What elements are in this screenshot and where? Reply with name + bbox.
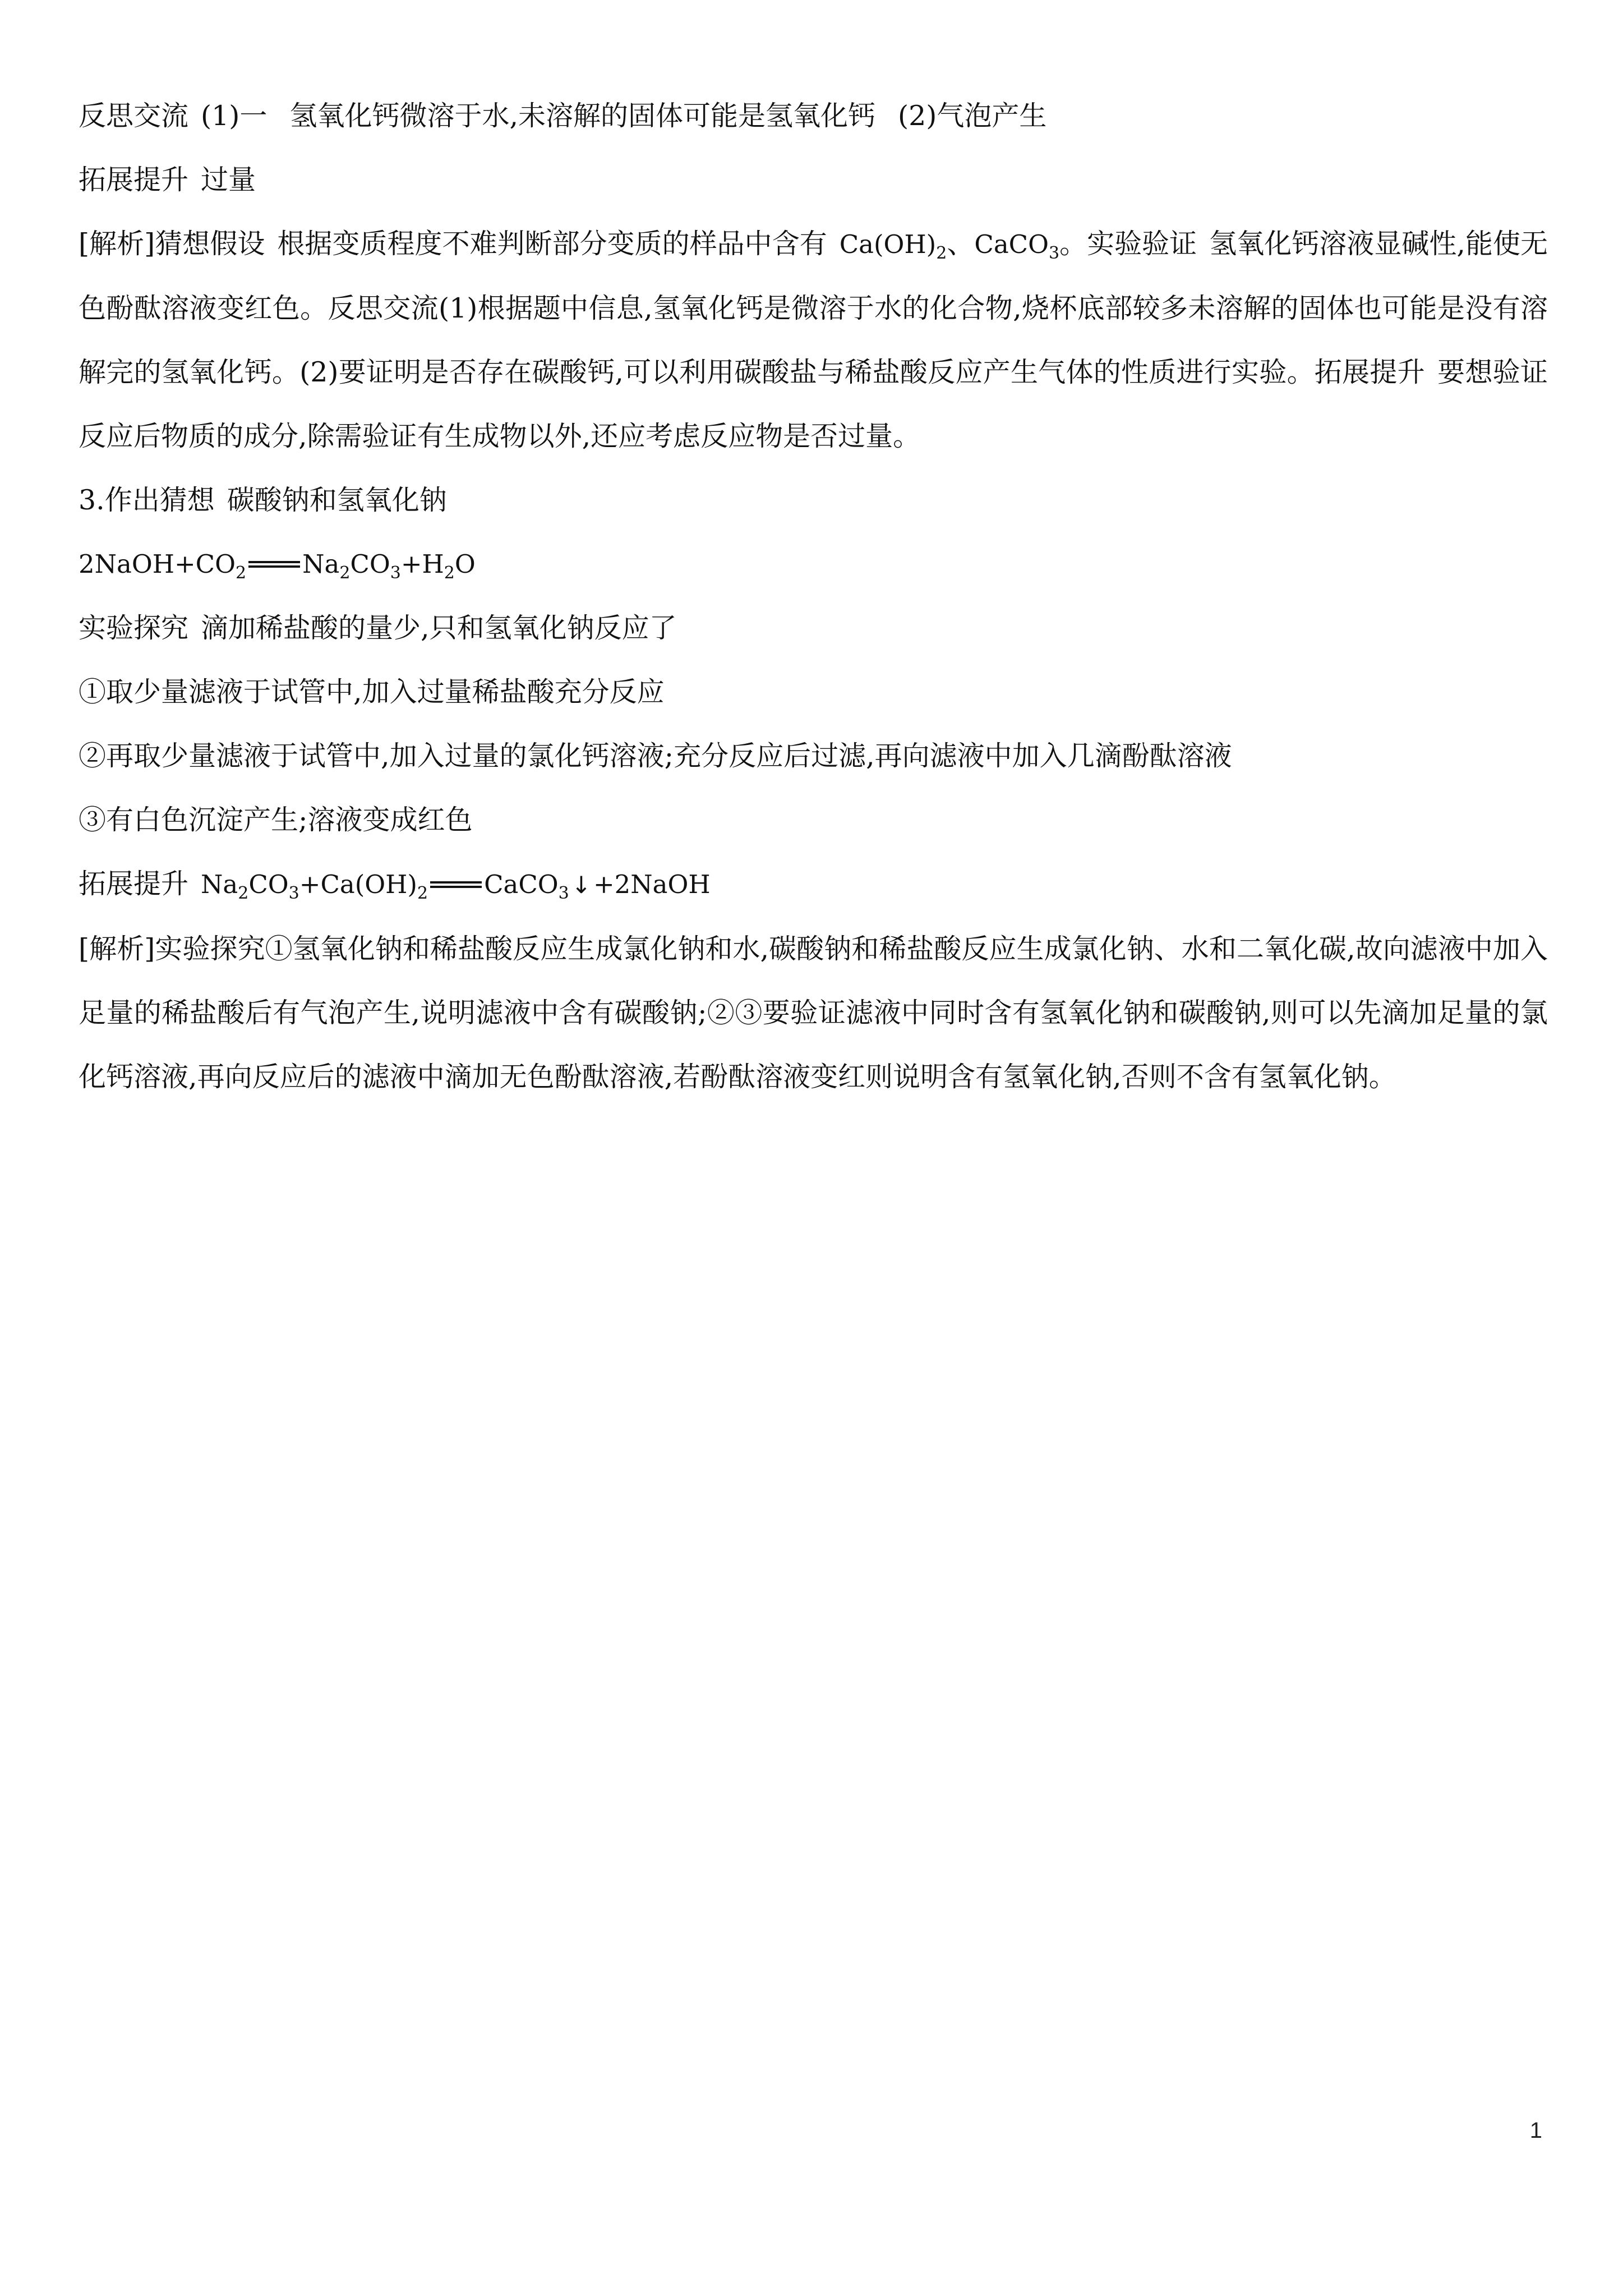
- analysis-tag: [解析]: [79, 228, 155, 260]
- formula-calcium-carbonate: [974, 229, 1060, 263]
- formula-subscript: 2: [444, 563, 455, 583]
- analysis-tag: [解析]: [79, 933, 155, 965]
- analysis-text: (1)根据题中信息,氢氧化钙是微溶于水的化合物,烧杯底部较多未溶解的固体也可能是没有溶解完的氢氧化钙。(2)要证明是否存在碳酸钙,可以利用碳酸盐与稀盐酸反应产生气体的性质进行实验。: [79, 292, 1548, 388]
- section-label: 实验探究: [79, 612, 189, 644]
- document-body: [79, 84, 1548, 1109]
- chemical-equation-2-line: [79, 852, 1548, 917]
- precipitate-arrow-icon: ↓: [571, 871, 591, 899]
- section-label: 3.作出猜想: [79, 484, 215, 516]
- section-label: 拓展提升: [79, 868, 189, 900]
- formula-subscript: 2: [238, 884, 249, 903]
- chemical-equation-1: [79, 532, 1548, 596]
- formula-subscript: 2: [236, 563, 247, 583]
- extension-line: [79, 148, 1548, 212]
- step-1: ①取少量滤液于试管中,加入过量稀盐酸充分反应: [79, 676, 665, 708]
- step-3: ③有白色沉淀产生;溶液变成红色: [79, 804, 473, 836]
- formula-subscript: 2: [936, 243, 947, 263]
- formula-calcium-hydroxide: [839, 229, 947, 263]
- formula-part: Na: [201, 869, 238, 899]
- formula-subscript: 3: [288, 884, 299, 903]
- answer-text: 滴加稀盐酸的量少,只和氢氧化钠反应了: [201, 612, 677, 644]
- answer-text: 过量: [201, 164, 256, 196]
- formula-part: +H: [400, 549, 444, 579]
- experiment-line: [79, 596, 1548, 660]
- step-2: ②再取少量滤液于试管中,加入过量的氯化钙溶液;充分反应后过滤,再向滤液中加入几滴酚酞溶液: [79, 740, 1232, 772]
- chemical-equation-2: [201, 869, 711, 903]
- formula-subscript: 3: [558, 884, 569, 903]
- formula-subscript: 3: [1048, 243, 1060, 263]
- answer-part-2: (2)气泡产生: [898, 100, 1047, 132]
- section-label: 实验探究: [155, 933, 265, 965]
- analysis-text: 氢氧化钙溶液显碱性,能使无色酚酞溶液变红色。: [79, 228, 1548, 324]
- analysis-paragraph-1: [79, 212, 1548, 468]
- answer-part-1-text: 氢氧化钙微溶于水,未溶解的固体可能是氢氧化钙: [289, 100, 876, 132]
- section-label: 反思交流: [79, 100, 189, 132]
- section-label: 猜想假设: [155, 228, 265, 260]
- formula-subscript: 2: [417, 884, 428, 903]
- formula-part: Ca(OH): [839, 229, 937, 259]
- formula-part: CO: [248, 869, 289, 899]
- answer-text: 碳酸钠和氢氧化钠: [227, 484, 447, 516]
- section-label: 反思交流: [328, 292, 439, 324]
- formula-subscript: 3: [390, 563, 401, 583]
- section-label: 拓展提升: [79, 164, 189, 196]
- equals-sign: [430, 881, 482, 888]
- analysis-text: 要想验证反应后物质的成分,除需验证有生成物以外,还应考虑反应物是否过量。: [79, 356, 1548, 452]
- formula-part: +Ca(OH): [299, 869, 417, 899]
- reflection-line: [79, 84, 1548, 148]
- formula-part: CO: [350, 549, 390, 579]
- formula-subscript: 2: [339, 563, 351, 583]
- formula-part: CaCO: [484, 869, 559, 899]
- hypothesis-line: [79, 468, 1548, 532]
- section-label: 实验验证: [1087, 228, 1197, 260]
- analysis-text: ①氢氧化钠和稀盐酸反应生成氯化钠和水,碳酸钠和稀盐酸反应生成氯化钠、水和二氧化碳,故向滤液中加入足量的稀盐酸后有气泡产生,说明滤液中含有碳酸钠;②③要验证滤液中同时含有氢氧化钠和碳酸钠,则可以先滴加足量的氯化钙溶液,再向反应后的滤液中滴加无色酚酞溶液,若酚酞溶液变红则说明含有氢氧化钠,否则不含有氢氧化钠。: [79, 933, 1548, 1093]
- analysis-paragraph-2: [79, 917, 1548, 1109]
- section-label: 拓展提升: [1314, 356, 1425, 388]
- analysis-text: 根据变质程度不难判断部分变质的样品中含有: [277, 228, 827, 260]
- formula-part: +2NaOH: [593, 869, 711, 899]
- equals-sign: [248, 561, 300, 568]
- formula-part: 2NaOH+CO: [79, 549, 236, 579]
- separator: 、: [947, 228, 975, 260]
- page-number: 1: [1529, 2118, 1542, 2143]
- formula-part: CaCO: [974, 229, 1049, 259]
- answer-part-1: (1)一: [201, 100, 268, 132]
- sentence-end: 。: [1059, 228, 1087, 260]
- formula-part: O: [454, 549, 476, 579]
- formula-part: Na: [302, 549, 340, 579]
